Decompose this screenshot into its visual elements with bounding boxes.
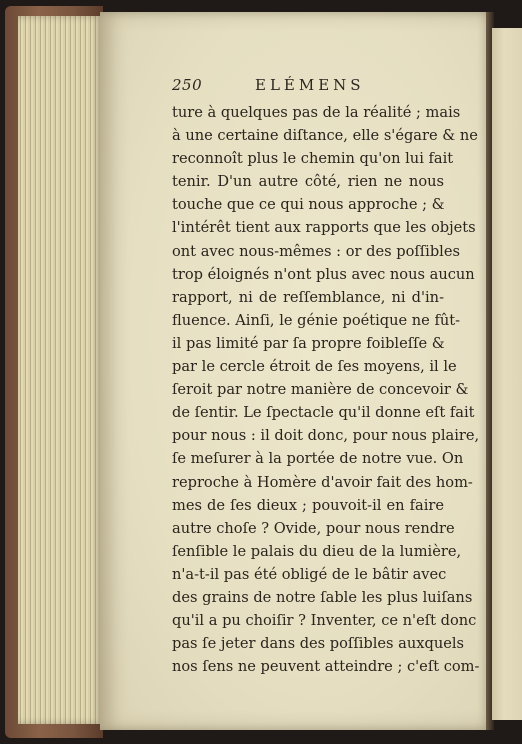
text-line: trop éloignés n'ont plus avec nous aucun [172,265,475,283]
text-line: rapport, ni de reſſemblance, ni d'in- [172,288,444,306]
body-text [172,101,480,678]
running-head: ELÉMENS [255,76,365,94]
text-line: autre choſe ? Ovide, pour nous rendre [172,519,455,537]
text-line: mes de ſes dieux ; pouvoit-il en faire [172,496,444,514]
text-line: des grains de notre ſable les plus luiſans [172,588,473,606]
text-line: à une certaine diſtance, elle s'égare & ne [172,127,478,145]
text-line: n'a-t-il pas été obligé de le bâtir avec [172,565,447,583]
text-line: il pas limité par ſa propre foibleſſe & [172,334,445,352]
text-line: ont avec nous-mêmes : or des poſſibles [172,242,460,260]
text-line: par le cercle étroit de ſes moyens, il le [172,358,457,376]
text-line: ture à quelques pas de la réalité ; mais [172,104,461,121]
text-line: fluence. Ainſi, le génie poétique ne fût- [172,311,461,329]
text-line: tenir. D'un autre côté, rien ne nous [172,173,444,191]
text-line: reproche à Homère d'avoir fait des hom- [172,473,473,491]
page-block-edges [18,16,104,724]
text-line: qu'il a pu choiſir ? Inventer, ce n'eſt donc [172,612,477,630]
text-line: ſenſible le palais du dieu de la lumière, [172,542,462,560]
right-page-edge [492,28,522,720]
text-line: reconnoît plus le chemin qu'on lui fait [172,150,454,168]
text-line: ſeroit par notre manière de concevoir & [172,381,469,399]
text-line: touche que ce qui nous approche ; & [172,196,445,214]
page-number: 250 [172,76,203,94]
text-line: nos ſens ne peuvent atteindre ; c'eſt com- [172,658,480,676]
text-line: de ſentir. Le ſpectacle qu'il donne eſt fait [172,404,475,422]
text-line: ſe meſurer à la portée de notre vue. On [172,450,464,468]
text-line: pas ſe jeter dans des poſſibles auxquels [172,635,465,653]
text-line: l'intérêt tient aux rapports que les objets [172,219,476,237]
text-line: pour nous : il doit donc, pour nous plaire, [172,427,480,445]
page-header [172,76,472,96]
